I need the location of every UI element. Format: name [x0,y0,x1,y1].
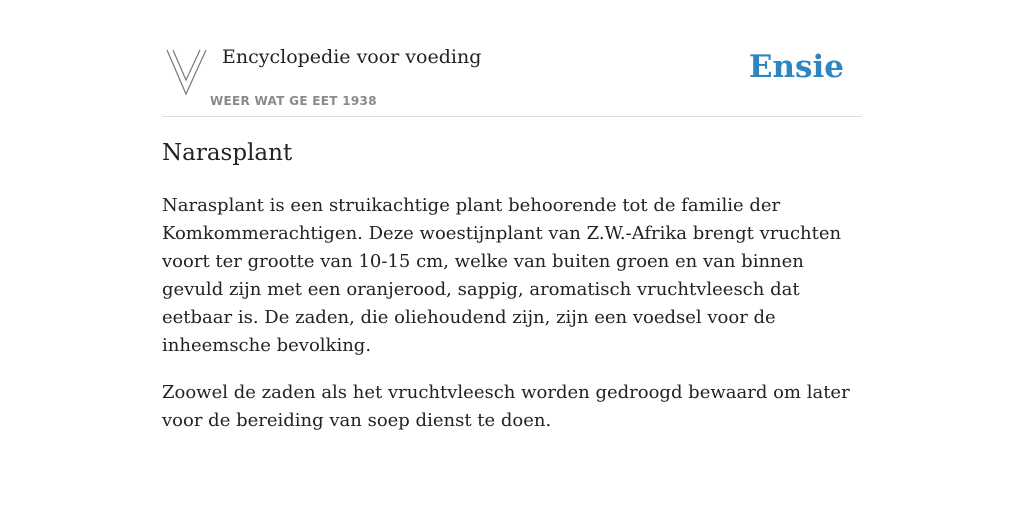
ensie-logo-link[interactable]: Ensie [748,49,844,85]
site-subtitle: WEER WAT GE EET 1938 [210,94,377,108]
v-letter-icon[interactable] [166,48,208,96]
entry-paragraph: Narasplant is een struikachtige plant behoorende tot de familie der Komkommerachtigen. Deze woestijnplant van Z.W.-Afrika brengt vruchten voort ter grootte van 10-15 cm, welke van buiten groen en van binnen gevuld zijn met een oranjerood, sappig, aromatisch vruchtvleesch dat eetbaar is. De zaden, die oliehoudend zijn, zijn een voedsel voor de inheemsche bevolking. [162,195,842,356]
entry-paragraph: Zoowel de zaden als het vruchtvleesch worden gedroogd bewaard om later voor de bereiding van soep dienst te doen. [162,382,850,431]
site-header [162,40,862,117]
entry-title: Narasplant [162,140,293,166]
site-title[interactable]: Encyclopedie voor voeding [222,46,482,68]
entry-body [162,192,862,454]
